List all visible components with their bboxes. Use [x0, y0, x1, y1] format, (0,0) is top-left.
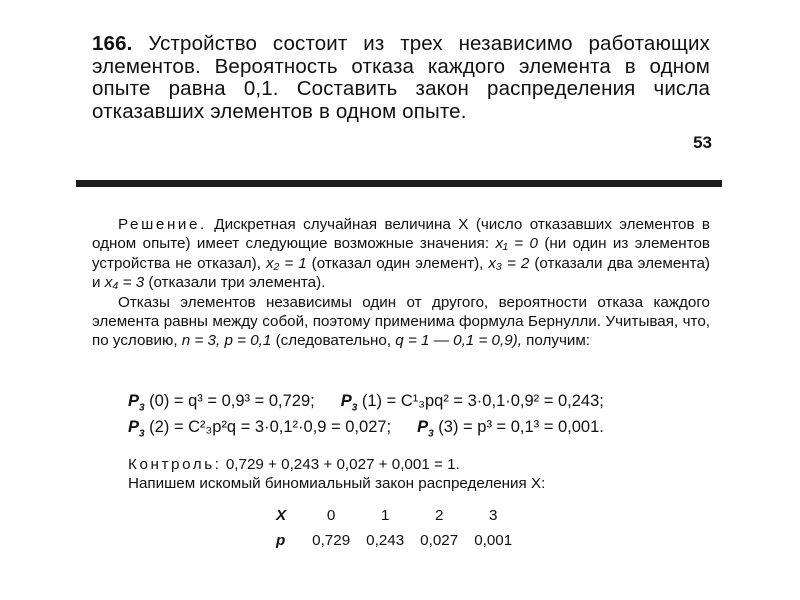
formula-p2: (2) = C²₃p²q = 3·0,1²·0,9 = 0,027; — [144, 418, 392, 436]
bernoulli-text: Отказы элементов независимы один от другого, вероятности отказа каждого элемента равны между собой, поэтому применима формула Бернулли. Учитывая, что, по условию, — [92, 293, 710, 350]
control-label: Контроль: — [128, 456, 222, 473]
value-x4: x₄ = 3 — [104, 274, 145, 292]
solution-paragraph-bernoulli — [92, 293, 710, 351]
problem-number: 166. — [92, 32, 133, 55]
value-x2: x₂ = 1 — [265, 254, 307, 272]
value-x1-note: (ни один из элементов устройства не отказал), — [92, 235, 710, 272]
p-value: 0,027 — [420, 532, 459, 549]
prob-symbol: $P_3$ — [128, 392, 145, 414]
control-block — [128, 455, 688, 494]
param-n: n = 3, — [181, 332, 221, 350]
bernoulli-mid: (следовательно, — [275, 332, 392, 350]
p-value: 0,729 — [312, 532, 351, 549]
formula-row-2 — [128, 417, 688, 444]
param-q: q = 1 — 0,1 = 0,9), — [395, 332, 522, 350]
x-value: 0 — [326, 507, 336, 524]
prob-symbol: $P_3$ — [128, 418, 145, 440]
formula-p3: (3) = p³ = 0,1³ = 0,001. — [433, 418, 604, 436]
value-x3: x₃ = 2 — [488, 254, 530, 272]
table-row — [268, 528, 520, 553]
control-value: 0,729 + 0,243 + 0,027 + 0,001 = 1. — [225, 456, 460, 473]
prob-symbol: $P_3$ — [417, 418, 434, 440]
bernoulli-end: получим: — [526, 332, 591, 350]
page-divider — [76, 180, 722, 187]
p-value: 0,243 — [366, 532, 405, 549]
p-value: 0,001 — [474, 532, 513, 549]
prob-symbol: $P_3$ — [340, 392, 358, 414]
problem-text: Устройство состоит из трех независимо работающих элементов. Вероятность отказа каждого элемента в одном опыте равна 0,1. Составить закон распределения числа отказавших элементов в одном опыте. — [92, 32, 710, 123]
x-header: X — [276, 507, 287, 524]
value-x1: x₁ = 0 — [495, 235, 538, 253]
value-x4-note: (отказали три элемента). — [148, 274, 326, 292]
values-intro: Дискретная случайная величина X (число отказавших элементов в одном опыте) имеет следующие возможные значения: — [92, 216, 710, 253]
table-row — [268, 503, 520, 528]
conclusion-line: Напишем искомый биномиальный закон распределения X: — [128, 475, 546, 493]
distribution-table — [268, 503, 520, 553]
x-value: 1 — [380, 507, 390, 524]
p-header: p — [276, 532, 286, 549]
value-x3-note: (отказали два элемента) и — [92, 254, 710, 292]
x-value: 2 — [434, 507, 444, 524]
solution-heading: Решение. — [118, 216, 207, 233]
formula-row-1 — [128, 391, 688, 418]
problem-statement — [92, 33, 710, 123]
formula-p1: (1) = C¹₃pq² = 3·0,1·0,9² = 0,243; — [357, 392, 604, 410]
x-value: 3 — [488, 507, 498, 524]
param-p: p = 0,1 — [224, 332, 272, 350]
solution-paragraph-values — [92, 215, 710, 293]
control-line — [128, 455, 688, 474]
value-x2-note: (отказал один элемент), — [311, 254, 484, 272]
page-number: 53 — [693, 133, 712, 152]
formula-p0: (0) = q³ = 0,9³ = 0,729; — [144, 392, 315, 410]
solution-text — [92, 215, 710, 351]
